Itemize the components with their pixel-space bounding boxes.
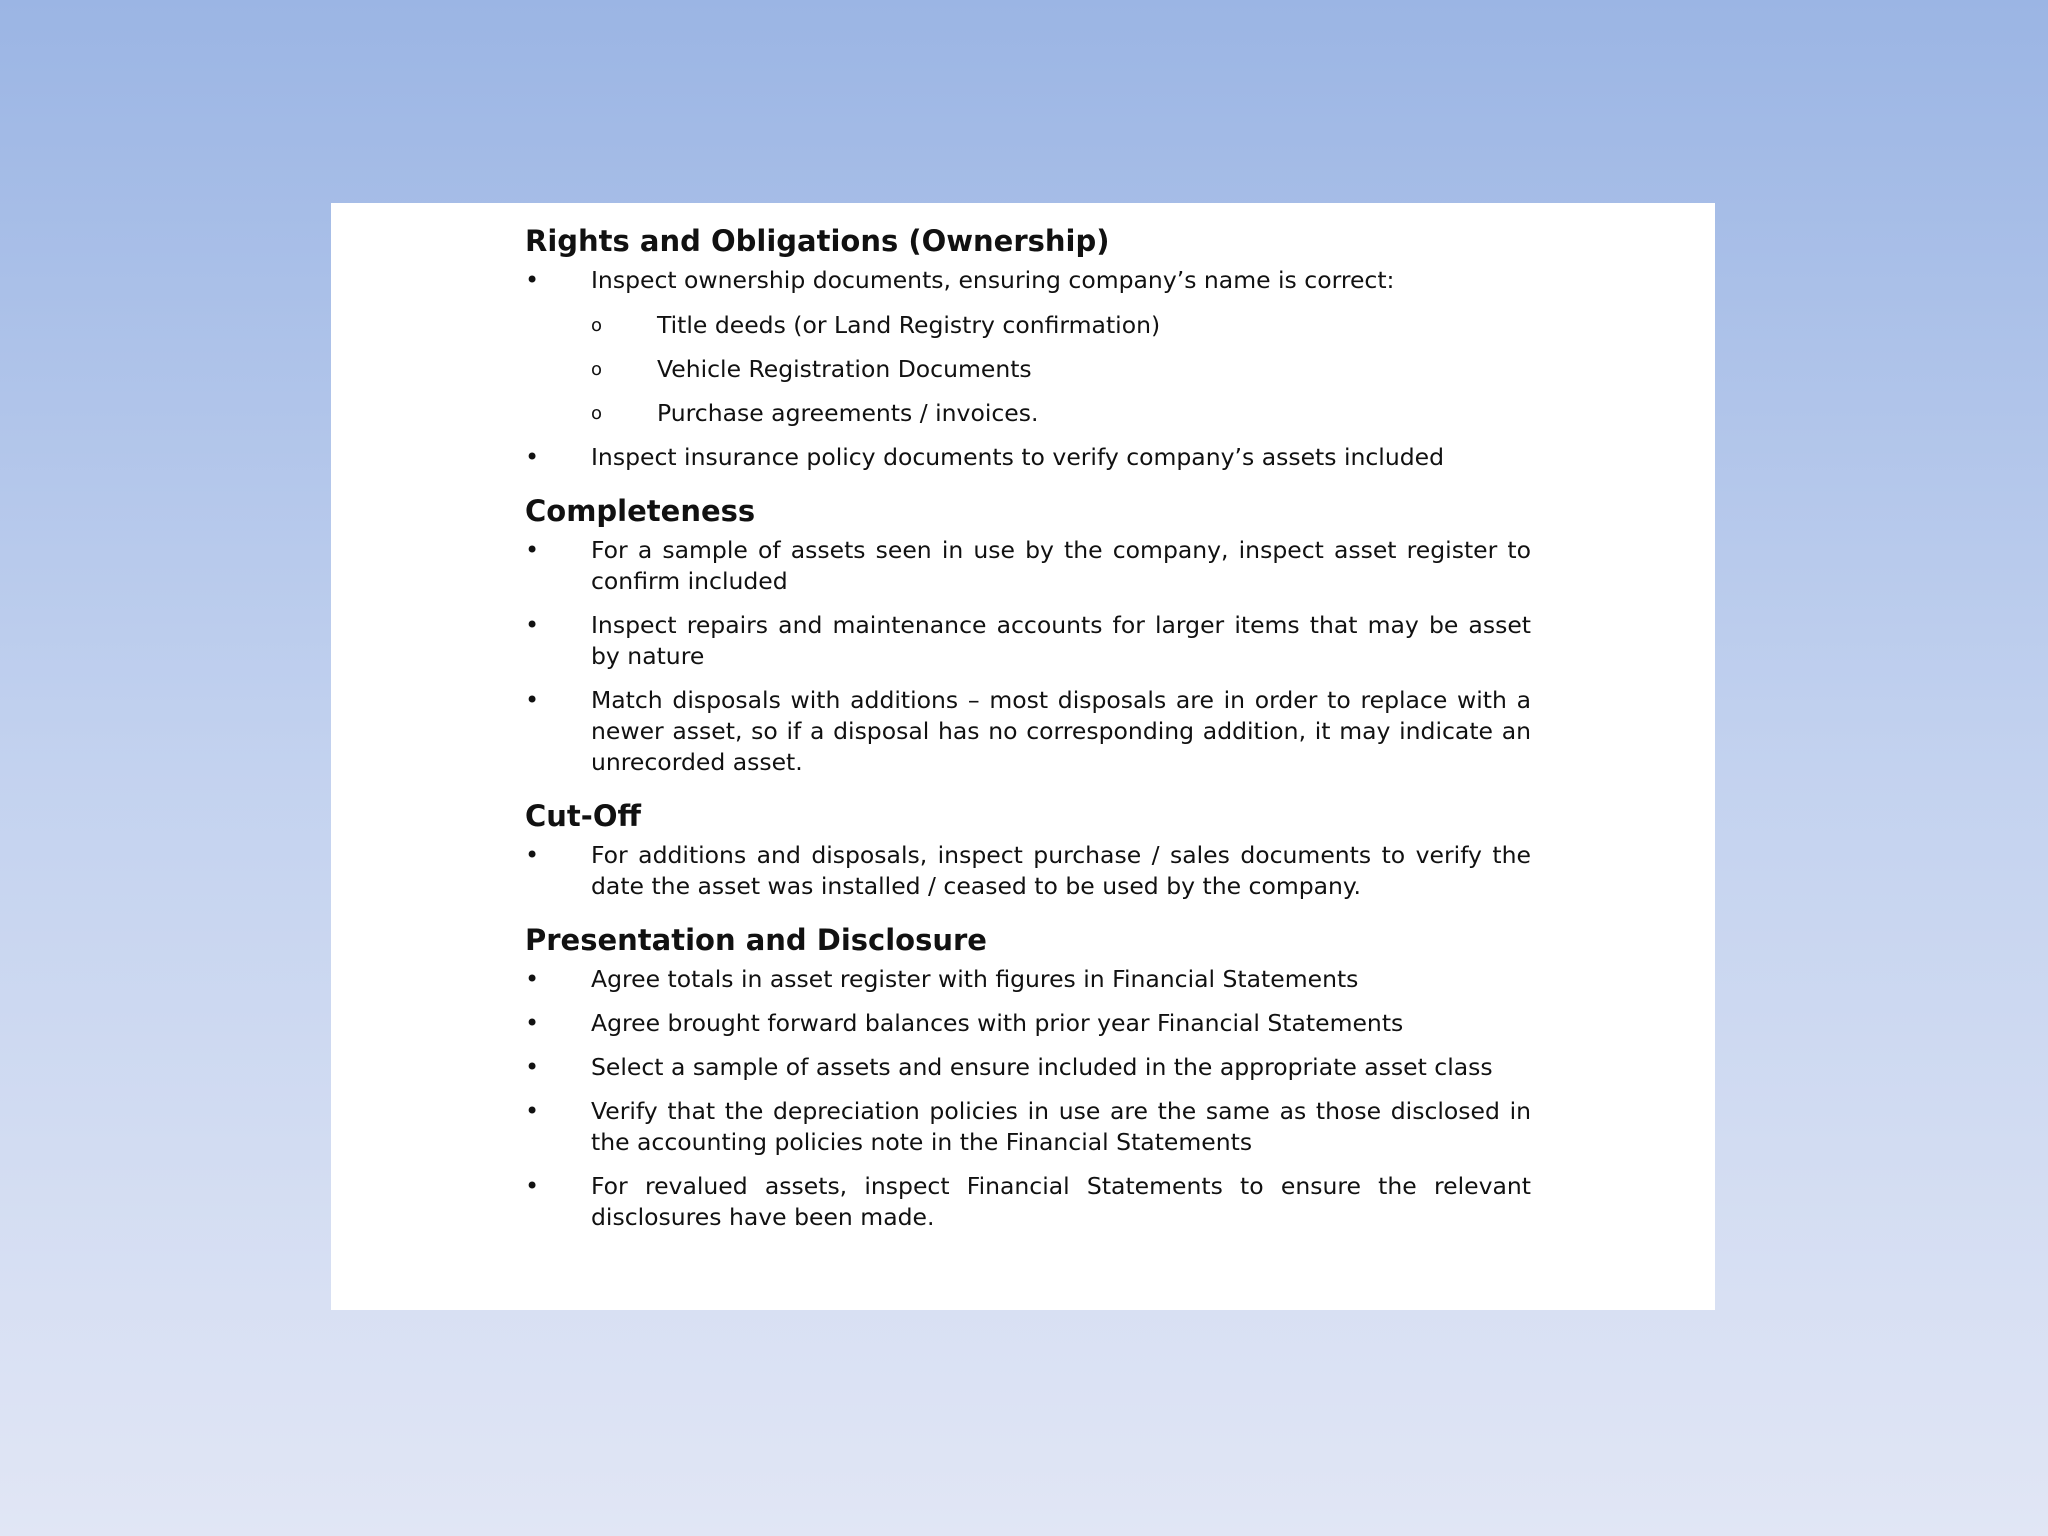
bullet-icon: • xyxy=(525,266,540,294)
list-item xyxy=(525,685,1531,778)
list-item-text: For a sample of assets seen in use by the company, inspect asset register to confirm included xyxy=(591,536,1531,595)
list-item xyxy=(525,1052,1531,1083)
heading-presentation-disclosure: Presentation and Disclosure xyxy=(525,923,987,957)
list-item xyxy=(525,442,1531,473)
bullet-icon: • xyxy=(525,965,540,993)
list-item-text: Inspect insurance policy documents to verify company’s assets included xyxy=(591,443,1445,471)
list-item-text: Match disposals with additions – most disposals are in order to replace with a newer asset, so if a disposal has no corresponding addition, it may indicate an unrecorded asset. xyxy=(591,686,1531,776)
list-completeness xyxy=(525,535,1531,778)
bullet-icon: • xyxy=(525,1172,540,1200)
list-item xyxy=(525,1096,1531,1158)
sublist-item-text: Title deeds (or Land Registry confirmation) xyxy=(657,311,1161,339)
list-cut-off xyxy=(525,840,1531,902)
document-content xyxy=(525,221,1531,1233)
list-item-text: Agree totals in asset register with figures in Financial Statements xyxy=(591,965,1359,993)
bullet-icon: • xyxy=(525,1053,540,1081)
list-rights-obligations xyxy=(525,265,1531,473)
list-item xyxy=(525,265,1531,429)
bullet-icon: • xyxy=(525,841,540,869)
circle-bullet-icon: o xyxy=(591,315,603,336)
sublist-item xyxy=(591,398,1531,429)
list-item-text: Verify that the depreciation policies in use are the same as those disclosed in the accounting policies note in the Financial Statements xyxy=(591,1097,1531,1156)
sublist-item-text: Purchase agreements / invoices. xyxy=(657,399,1039,427)
heading-rights-obligations: Rights and Obligations (Ownership) xyxy=(525,224,1110,258)
bullet-icon: • xyxy=(525,686,540,714)
heading-completeness: Completeness xyxy=(525,494,756,528)
list-presentation-disclosure xyxy=(525,964,1531,1233)
list-item xyxy=(525,1171,1531,1233)
list-item-text: For revalued assets, inspect Financial Statements to ensure the relevant disclosures have been made. xyxy=(591,1172,1531,1231)
bullet-icon: • xyxy=(525,443,540,471)
document-page xyxy=(331,203,1715,1310)
list-item xyxy=(525,964,1531,995)
list-item xyxy=(525,1008,1531,1039)
sublist-item xyxy=(591,354,1531,385)
list-item-text: Select a sample of assets and ensure included in the appropriate asset class xyxy=(591,1053,1493,1081)
sublist-ownership-documents xyxy=(591,310,1531,429)
circle-bullet-icon: o xyxy=(591,359,603,380)
bullet-icon: • xyxy=(525,611,540,639)
list-item xyxy=(525,610,1531,672)
sublist-item xyxy=(591,310,1531,341)
bullet-icon: • xyxy=(525,1009,540,1037)
list-item-text: For additions and disposals, inspect purchase / sales documents to verify the date the asset was installed / ceased to be used by the company. xyxy=(591,841,1531,900)
bullet-icon: • xyxy=(525,1097,540,1125)
list-item-text: Inspect repairs and maintenance accounts for larger items that may be asset by nature xyxy=(591,611,1531,670)
list-item xyxy=(525,535,1531,597)
bullet-icon: • xyxy=(525,536,540,564)
list-item-text: Agree brought forward balances with prior year Financial Statements xyxy=(591,1009,1404,1037)
sublist-item-text: Vehicle Registration Documents xyxy=(657,355,1032,383)
circle-bullet-icon: o xyxy=(591,403,603,424)
list-item xyxy=(525,840,1531,902)
list-item-text: Inspect ownership documents, ensuring company’s name is correct: xyxy=(591,266,1395,294)
heading-cut-off: Cut-Off xyxy=(525,799,641,833)
